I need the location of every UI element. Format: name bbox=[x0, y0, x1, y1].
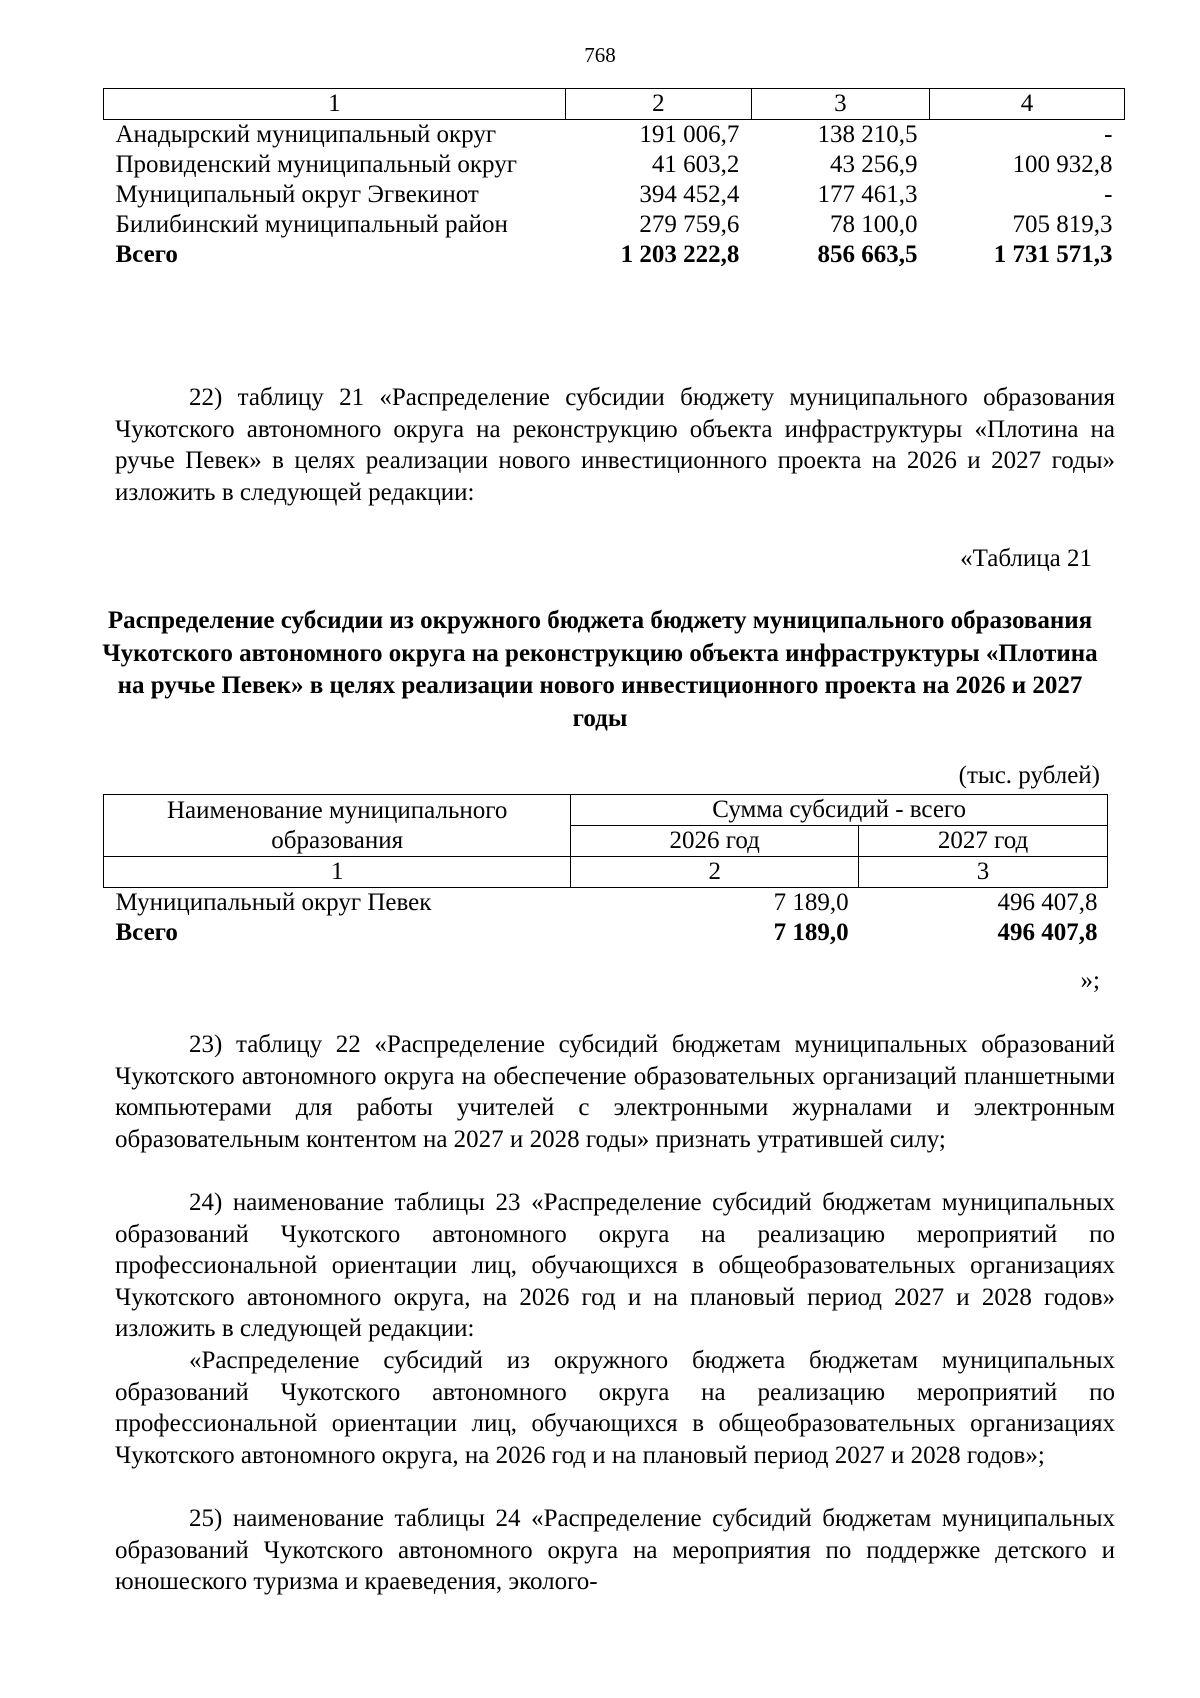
total-label: Всего bbox=[115, 241, 178, 268]
table-row bbox=[104, 888, 1108, 919]
header-cell: 2 bbox=[571, 857, 859, 888]
paragraph-23: 23) таблицу 22 «Распределение субсидий бюджетам муниципальных образований Чукотского автономного округа на обеспечение образовательных организаций планшетными компьютерами для работы учителей с электронными журналами и электронным образовательным контентом на 2027 и 2028 годы» признать утратившей силу; bbox=[115, 1031, 1115, 1153]
value-cell: 41 603,2 bbox=[651, 151, 740, 178]
table-continuation bbox=[103, 88, 1125, 270]
header-cell: 1 bbox=[104, 89, 566, 120]
table-title: Распределение субсидии из окружного бюджета бюджету муниципального образования Чукотского автономного округа на реконструкцию объекта инфраструктуры «Плотина на ручье Певек» в целях реализации нового инвестиционного проекта на 2026 и 2027 годы bbox=[102, 607, 1098, 732]
closing-quote: »; bbox=[1080, 967, 1100, 994]
municipality-name: Билибинский муниципальный район bbox=[115, 211, 508, 238]
table-number-row bbox=[104, 857, 1108, 888]
value-cell: - bbox=[1104, 121, 1113, 148]
table-total-row bbox=[104, 240, 1125, 270]
total-value: 856 663,5 bbox=[817, 241, 918, 268]
header-cell: 3 bbox=[859, 857, 1108, 888]
header-cell: 1 bbox=[104, 857, 571, 888]
table-row bbox=[104, 150, 1125, 180]
table-label: «Таблица 21 bbox=[960, 545, 1092, 572]
paragraph-24-quote: «Распределение субсидий из окружного бюджета бюджетам муниципальных образований Чукотского автономного округа на реализацию мероприятий по профессиональной ориентации лиц, обучающихся в общеобразовательных организациях Чукотского автономного округа, на 2026 год и на плановый период 2027 и 2028 годов»; bbox=[115, 1347, 1115, 1469]
value-cell: 394 452,4 bbox=[639, 181, 740, 208]
value-cell: 43 256,9 bbox=[829, 151, 918, 178]
value-cell: 100 932,8 bbox=[1012, 151, 1113, 178]
header-year-cell: 2026 год bbox=[571, 826, 859, 857]
value-cell: 496 407,8 bbox=[997, 889, 1098, 916]
value-cell: 177 461,3 bbox=[817, 181, 918, 208]
value-cell: 7 189,0 bbox=[773, 889, 849, 916]
header-cell: 2 bbox=[565, 89, 751, 120]
page-number: 768 bbox=[584, 43, 616, 67]
header-sum-cell: Сумма субсидий - всего bbox=[571, 795, 1108, 826]
value-cell: 138 210,5 bbox=[817, 121, 918, 148]
paragraph-22: 22) таблицу 21 «Распределение субсидии бюджету муниципального образования Чукотского автономного округа на реконструкцию объекта инфраструктуры «Плотина на ручье Певек» в целях реализации нового инвестиционного проекта на 2026 и 2027 годы» изложить в следующей редакции: bbox=[115, 384, 1115, 506]
table-header-row bbox=[104, 89, 1125, 120]
municipality-name: Муниципальный округ Эгвекинот bbox=[115, 181, 479, 208]
table-row bbox=[104, 210, 1125, 240]
header-year-cell: 2027 год bbox=[859, 826, 1108, 857]
paragraph-25: 25) наименование таблицы 24 «Распределение субсидий бюджетам муниципальных образований Чукотского автономного округа на мероприятия по поддержке детского и юношеского туризма и краеведения, эколого- bbox=[115, 1505, 1115, 1595]
table-total-row bbox=[104, 918, 1108, 948]
total-value: 1 731 571,3 bbox=[993, 241, 1113, 268]
value-cell: 78 100,0 bbox=[829, 211, 918, 238]
municipality-name: Анадырский муниципальный округ bbox=[115, 121, 497, 148]
total-value: 496 407,8 bbox=[997, 919, 1098, 946]
value-cell: 705 819,3 bbox=[1012, 211, 1113, 238]
header-name-cell: Наименование муниципального образования bbox=[104, 795, 571, 857]
municipality-name: Провиденский муниципальный округ bbox=[115, 151, 517, 178]
municipality-name: Муниципальный округ Певек bbox=[115, 889, 432, 916]
total-value: 1 203 222,8 bbox=[620, 241, 740, 268]
table-21 bbox=[103, 794, 1108, 948]
paragraph-24: 24) наименование таблицы 23 «Распределение субсидий бюджетам муниципальных образований Чукотского автономного округа на реализацию мероприятий по профессиональной ориентации лиц, обучающихся в общеобразовательных организациях Чукотского автономного округа, на 2026 год и на плановый период 2027 и 2028 годов» изложить в следующей редакции: bbox=[115, 1189, 1115, 1342]
table-row bbox=[104, 120, 1125, 151]
units-label: (тыс. рублей) bbox=[958, 762, 1100, 789]
header-cell: 3 bbox=[751, 89, 929, 120]
total-value: 7 189,0 bbox=[773, 919, 849, 946]
table-header-row bbox=[104, 795, 1108, 826]
value-cell: - bbox=[1104, 181, 1113, 208]
header-cell: 4 bbox=[929, 89, 1124, 120]
value-cell: 279 759,6 bbox=[639, 211, 740, 238]
total-label: Всего bbox=[115, 919, 178, 946]
value-cell: 191 006,7 bbox=[639, 121, 740, 148]
table-row bbox=[104, 180, 1125, 210]
